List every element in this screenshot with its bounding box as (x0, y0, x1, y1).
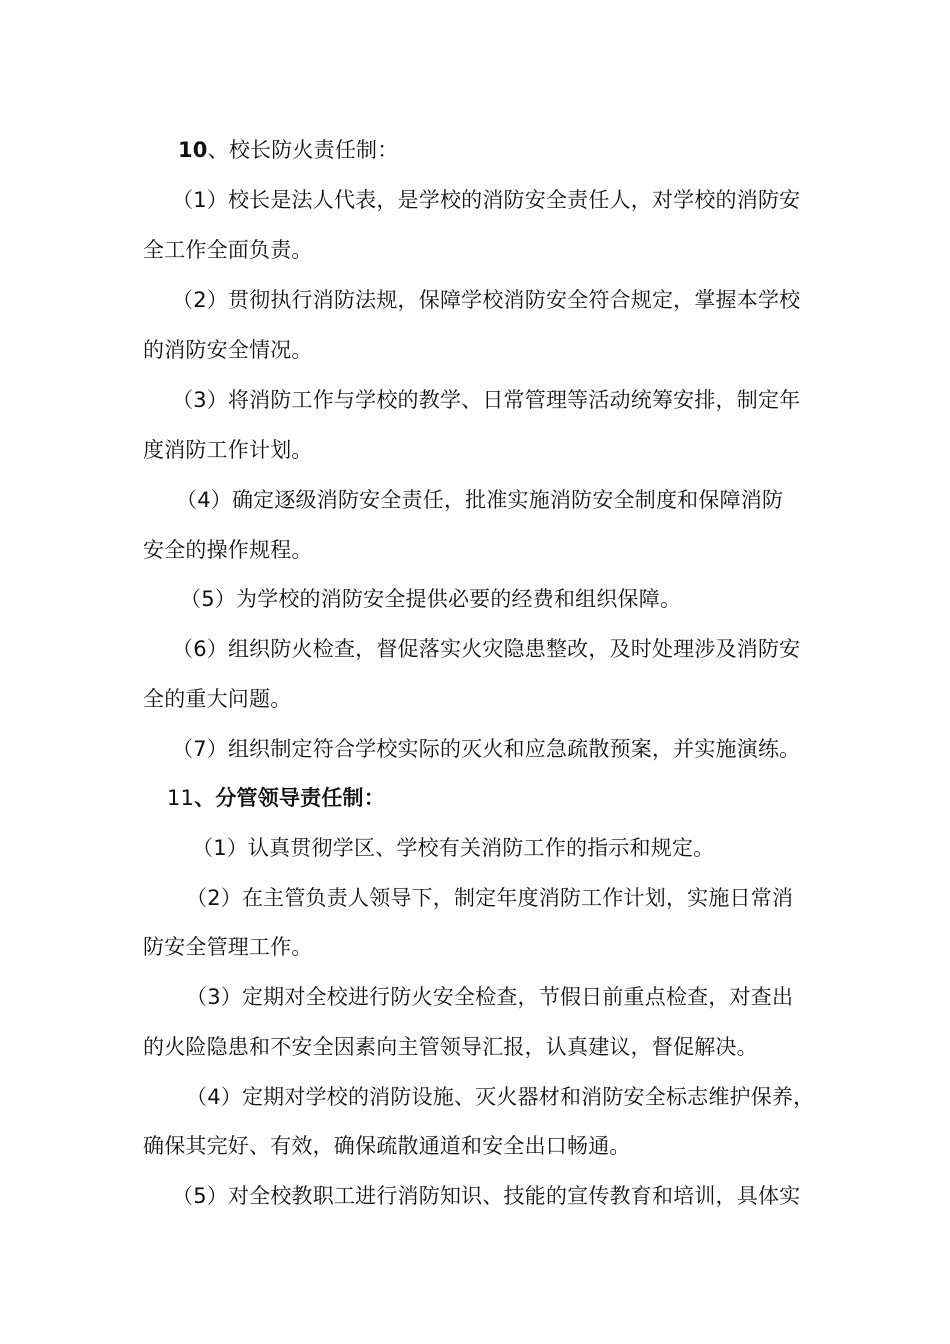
section-11-title: 、分管领导责任制： (194, 786, 385, 810)
s11-item3-line2: 的火险隐患和不安全因素向主管领导汇报，认真建议，督促解决。 (143, 1035, 758, 1059)
s10-item2-line1: （2）贯彻执行消防法规，保障学校消防安全符合规定，掌握本学校 (172, 288, 801, 312)
s11-item2-line1: （2）在主管负责人领导下，制定年度消防工作计划，实施日常消 (186, 886, 794, 910)
section-10-title: 、校长防火责任制： (207, 138, 399, 162)
s10-item6-line1: （6）组织防火检查，督促落实火灾隐患整改，及时处理涉及消防安 (172, 637, 801, 661)
s11-item2-line2: 防安全管理工作。 (143, 935, 313, 959)
s11-item4-line1: （4）定期对学校的消防设施、灭火器材和消防安全标志维护保养， (186, 1085, 815, 1109)
s10-item5-line1: （5）为学校的消防安全提供必要的经费和组织保障。 (180, 587, 682, 611)
s10-item4-line1: （4）确定逐级消防安全责任，批准实施消防安全制度和保障消防 (176, 488, 784, 512)
s10-item7-line1: （7）组织制定符合学校实际的灭火和应急疏散预案，并实施演练。 (172, 737, 801, 761)
s11-item3-line1: （3）定期对全校进行防火安全检查，节假日前重点检查，对查出 (186, 985, 794, 1009)
section-11-heading (167, 783, 385, 813)
s10-item3-line1: （3）将消防工作与学校的教学、日常管理等活动统筹安排，制定年 (172, 388, 801, 412)
s10-item3-line2: 度消防工作计划。 (143, 438, 313, 462)
section-10-number: 10 (178, 138, 208, 162)
section-11-number: 11 (167, 786, 195, 810)
section-10-heading (178, 135, 398, 165)
s11-item1-line1: （1）认真贯彻学区、学校有关消防工作的指示和规定。 (192, 836, 715, 860)
s10-item4-line2: 安全的操作规程。 (143, 538, 313, 562)
s10-item6-line2: 全的重大问题。 (143, 687, 292, 711)
s10-item1-line2: 全工作全面负责。 (143, 238, 313, 262)
s11-item4-line2: 确保其完好、有效，确保疏散通道和安全出口畅通。 (143, 1134, 631, 1158)
s11-item5-line1: （5）对全校教职工进行消防知识、技能的宣传教育和培训，具体实 (172, 1184, 801, 1208)
s10-item2-line2: 的消防安全情况。 (143, 338, 313, 362)
s10-item1-line1: （1）校长是法人代表，是学校的消防安全责任人，对学校的消防安 (172, 188, 801, 212)
